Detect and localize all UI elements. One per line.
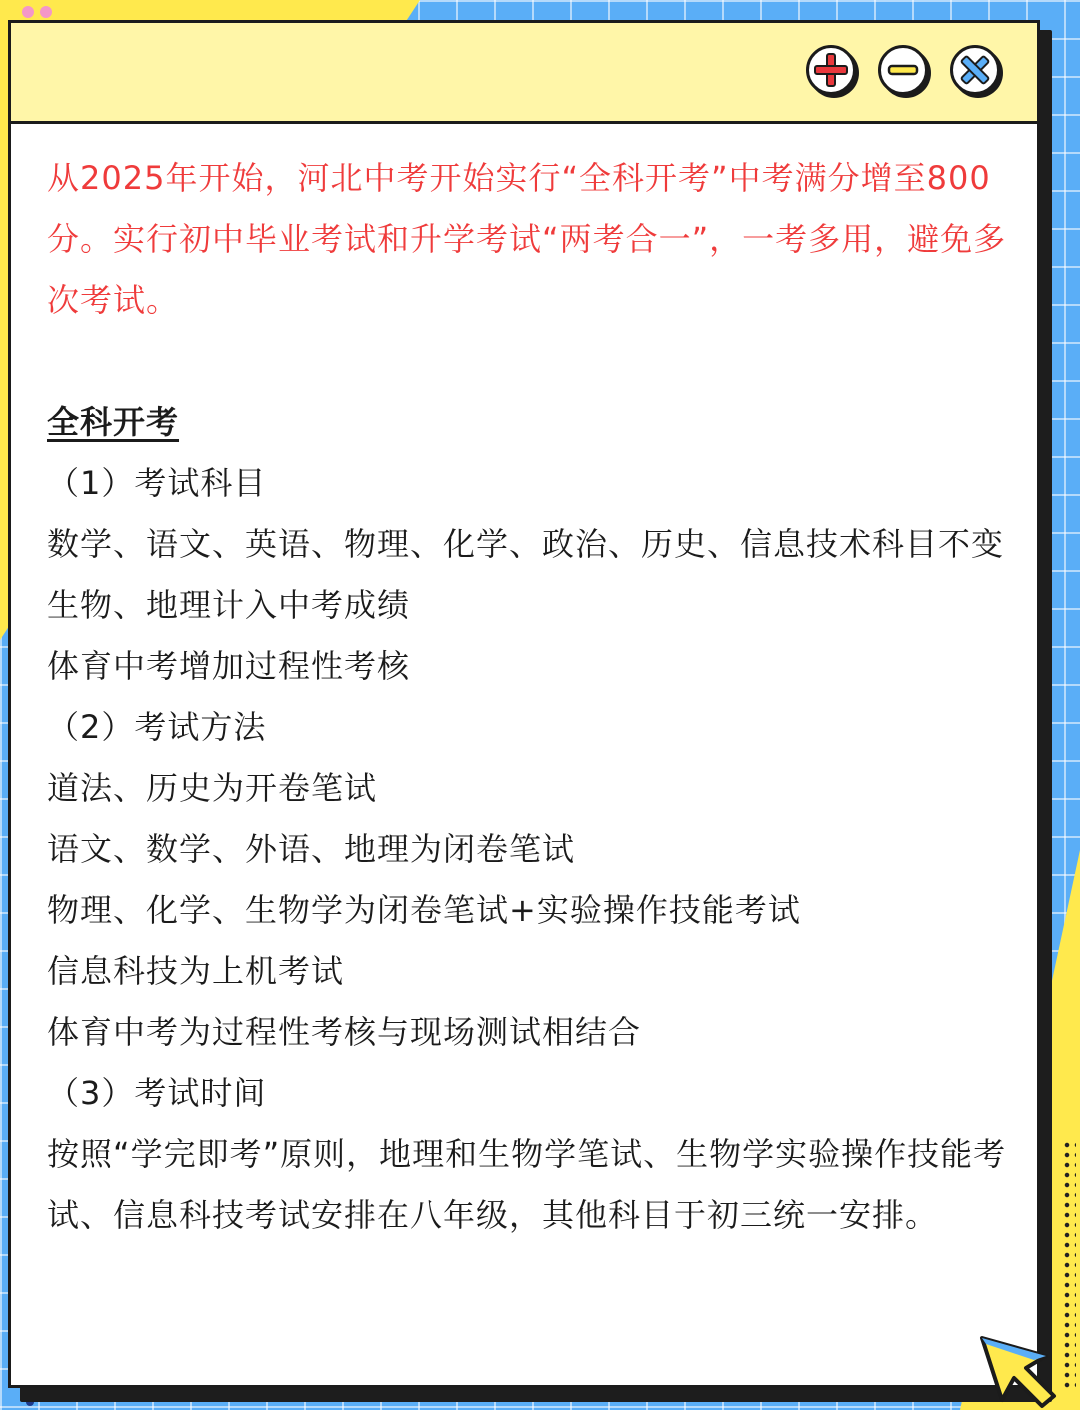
minus-circle-icon	[881, 48, 925, 92]
list-item: 信息科技为上机考试	[47, 952, 345, 990]
zoom-in-button[interactable]	[806, 45, 856, 95]
intro-paragraph: 从2025年开始，河北中考开始实行“全科开考”中考满分增至800分。实行初中毕业考试和升学考试“两考合一”，一考多用，避免多次考试。	[47, 159, 1007, 319]
list-item: 按照“学完即考”原则，地理和生物学笔试、生物学实验操作技能考试、信息科技考试安排在八年级，其他科目于初三统一安排。	[47, 1135, 1007, 1234]
subsection-heading: （3）考试时间	[47, 1074, 267, 1112]
decorative-dots	[22, 6, 52, 18]
list-item: 体育中考增加过程性考核	[47, 647, 411, 685]
section-title: 全科开考	[47, 403, 180, 441]
subsection-heading: （1）考试科目	[47, 464, 267, 502]
list-item: 语文、数学、外语、地理为闭卷笔试	[47, 830, 576, 868]
list-item: 数学、语文、英语、物理、化学、政治、历史、信息技术科目不变	[47, 525, 1005, 563]
close-circle-icon	[953, 48, 997, 92]
cursor-arrow-icon	[976, 1330, 1076, 1410]
close-button[interactable]	[950, 45, 1000, 95]
article-body	[11, 124, 1037, 1246]
subsection-heading: （2）考试方法	[47, 708, 267, 746]
list-item: 物理、化学、生物学为闭卷笔试+实验操作技能考试	[47, 891, 801, 929]
list-item: 道法、历史为开卷笔试	[47, 769, 378, 807]
spacer	[47, 331, 1015, 392]
window-titlebar	[11, 23, 1037, 124]
zoom-out-button[interactable]	[878, 45, 928, 95]
list-item: 体育中考为过程性考核与现场测试相结合	[47, 1013, 642, 1051]
plus-circle-icon	[809, 48, 853, 92]
list-item: 生物、地理计入中考成绩	[47, 586, 411, 624]
content-window	[8, 20, 1040, 1388]
